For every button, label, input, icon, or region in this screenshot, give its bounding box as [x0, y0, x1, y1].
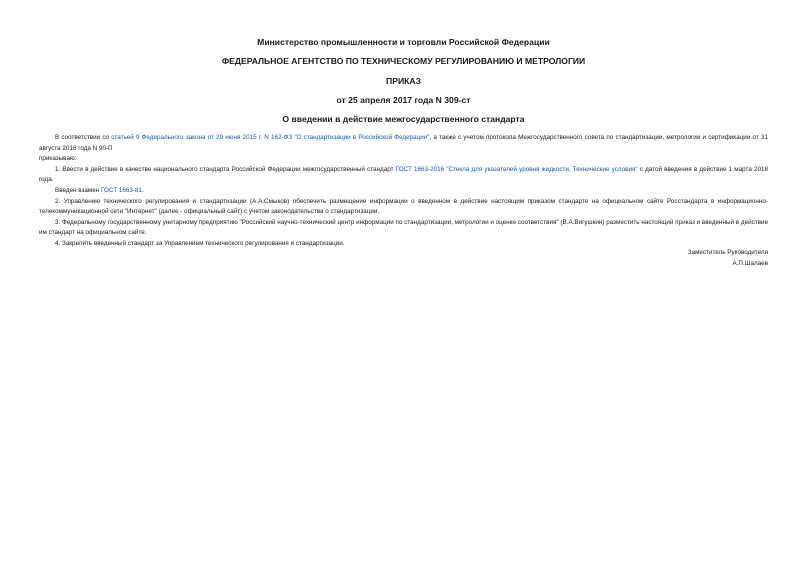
item-1-text: 1. Ввести в действие в качестве национального стандарта Российской Федерации межгосударственный стандарт: [55, 165, 396, 173]
gost-1663-2016-link[interactable]: ГОСТ 1663-2016 "Стекла для указателей уровня жидкости. Технические условия": [395, 165, 638, 173]
replaced-text: Введен взамен: [55, 186, 101, 194]
preamble-text: В соответствии со: [55, 134, 112, 141]
agency-name: ФЕДЕРАЛЬНОЕ АГЕНТСТВО ПО ТЕХНИЧЕСКОМУ РЕГУЛИРОВАНИЮ И МЕТРОЛОГИИ: [221, 56, 586, 66]
item-4-paragraph: 4. Закрепить введенный стандарт за Управлением технического регулирования и стандартизации.: [55, 239, 345, 247]
replaced-end: .: [141, 186, 144, 194]
orders-line: приказываю:: [39, 155, 77, 163]
signatory-position: Заместитель Руководителя: [687, 249, 768, 256]
item-1-paragraph: [39, 165, 768, 186]
signatory-name: А.П.Шалаев: [732, 260, 768, 267]
item-3-paragraph: 3. Федеральному государственному унитарному предприятию "Российский научно-технический центр информации по стандартизации, метрологии и оценке соответствия" (В.А.Вигушкин) разместить настоящий приказ и введенный в действие им стандарт на официальном сайте.: [39, 218, 768, 237]
document-body: [39, 133, 768, 250]
item-2-paragraph: 2. Управлению технического регулирования и стандартизации (А.А.Смыков) обеспечить размещение информации о введенном в действие настоящим приказом стандарте на официальном сайте Росстандарта в информационно-телекоммуникационной сети "Интернет" (далее - официальный сайт) с учетом законодательства о стандартизации.: [39, 197, 768, 216]
preamble-text-continued: , а также с учетом протокола Межгосударственного совета по стандартизации, метрологии и сертификации от 31 августа 2016 года N 90-П: [39, 134, 768, 152]
document-date-number: от 25 апреля 2017 года N 309-ст: [336, 95, 471, 105]
ministry-name: Министерство промышленности и торговли Российской Федерации: [257, 37, 550, 47]
preamble-paragraph: [39, 133, 768, 154]
document-title: О введении в действие межгосударственного стандарта: [282, 114, 525, 124]
federal-law-link[interactable]: статьей 9 Федерального закона от 29 июня 2015 г. N 162-ФЗ "О стандартизации в Российской Федерации": [111, 134, 430, 141]
gost-1663-81-link[interactable]: ГОСТ 1663-81: [100, 186, 142, 194]
item-1-text-end: с датой введения в действие 1 марта 2018 года.: [39, 165, 768, 184]
document-type: ПРИКАЗ: [386, 76, 421, 86]
replaced-paragraph: [39, 186, 768, 197]
signature-block: [688, 247, 768, 269]
